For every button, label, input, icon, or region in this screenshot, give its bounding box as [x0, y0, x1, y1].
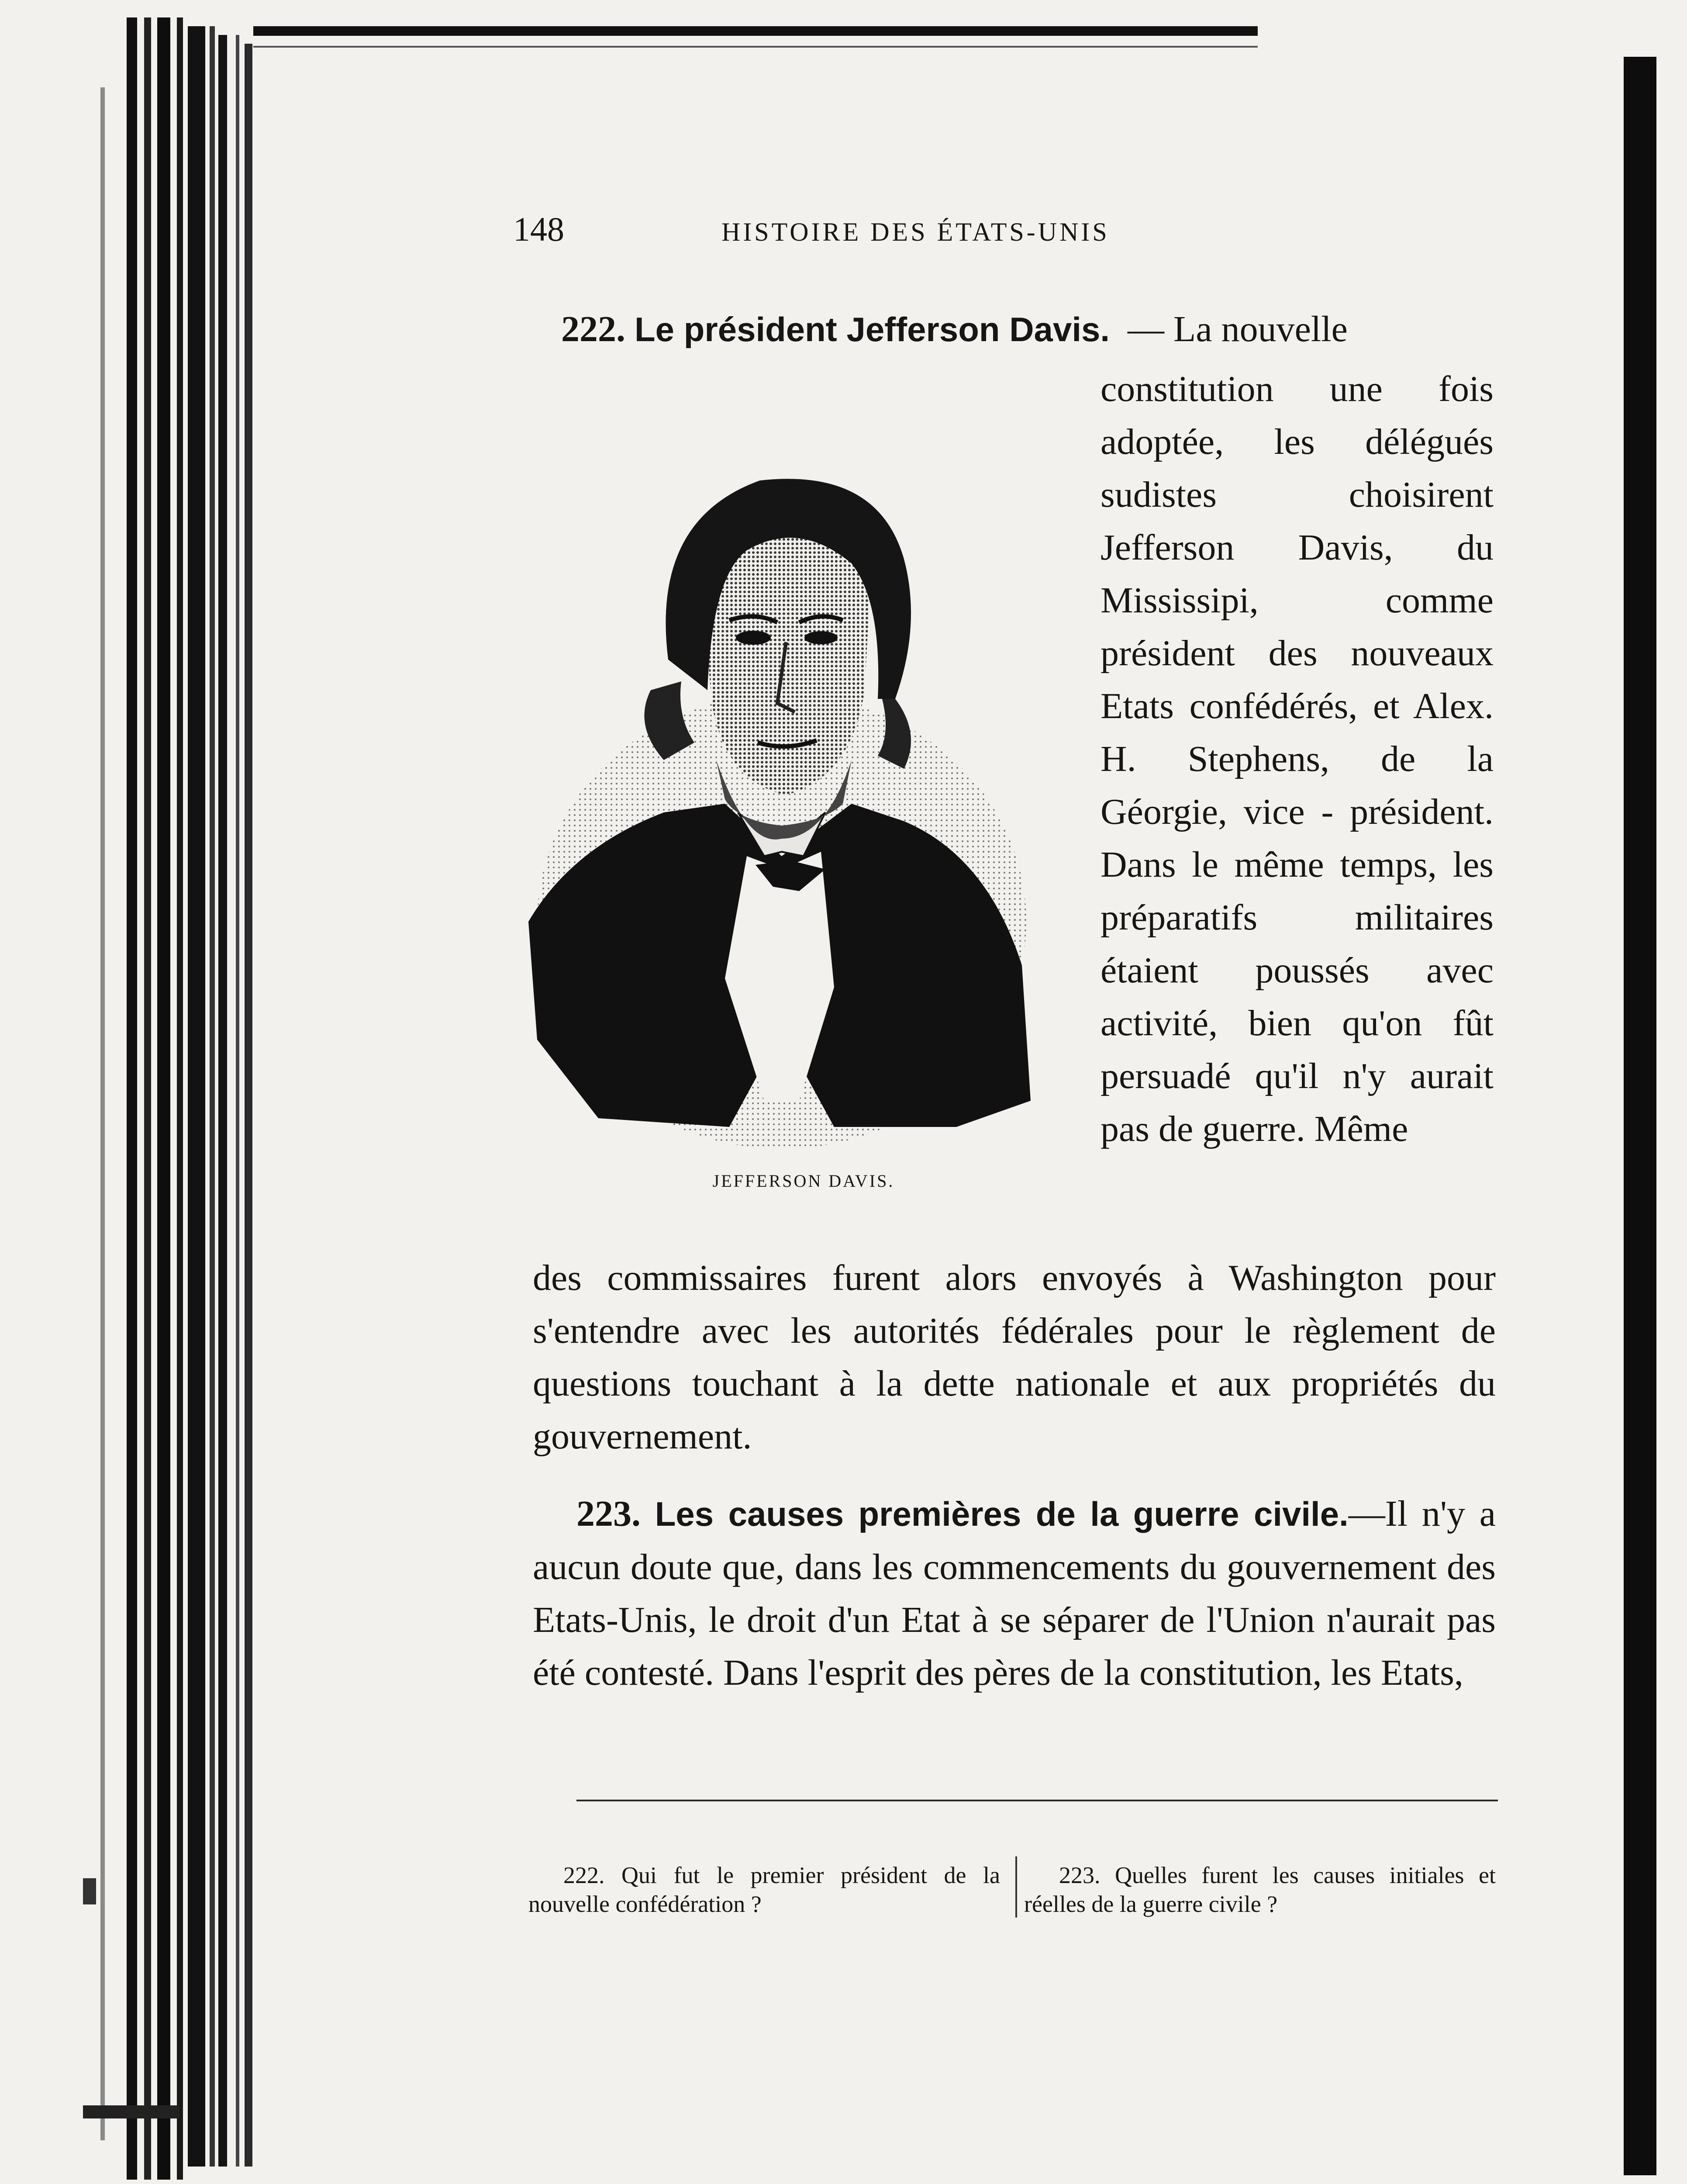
section-223-title: Les causes premières de la guerre civile. — [655, 1495, 1349, 1533]
section-222-heading — [561, 308, 1496, 365]
section-223-text: —Il n'y a aucun doute que, dans les commencements du gouvernement des Etats-Unis, le droit d'un Etat à se séparer de l'Union n'aurait pas été contesté. Dans l'esprit des pères de la constitution, les Etats, — [533, 1493, 1496, 1693]
page-number: 148 — [513, 210, 564, 248]
footnote-222: 222. Qui fut le premier président de la nouvelle confédération ? — [528, 1862, 1000, 1917]
running-head — [513, 210, 1238, 262]
portrait-caption: JEFFERSON DAVIS. — [712, 1171, 895, 1191]
scan-top-line — [253, 46, 1258, 48]
scan-right-bar — [1624, 57, 1656, 2175]
footnote-divider — [1015, 1856, 1017, 1918]
section-223-number: 223. — [576, 1493, 641, 1534]
section-222-full-text: des commissaires furent alors envoyés à Washington pour s'entendre avec les autorités fédérales pour le règlement de questions touchant à la dette nationale et aux propriétés du gouvernement. — [533, 1258, 1496, 1457]
section-222-number: 222. — [561, 309, 625, 349]
jefferson-davis-portrait — [520, 419, 1039, 1153]
section-222-title: Le président Jefferson Davis. — [635, 310, 1110, 349]
section-223-paragraph — [533, 1487, 1496, 1776]
scan-margin-artifact — [0, 0, 306, 2184]
running-title: HISTOIRE DES ÉTATS-UNIS — [721, 218, 1110, 246]
footnote-223: 223. Quelles furent les causes initiales et réelles de la guerre civile ? — [1024, 1862, 1496, 1917]
scan-top-artifact — [253, 26, 1258, 36]
section-222-lead: — La nouvelle — [1128, 309, 1348, 349]
footnote-rule — [576, 1800, 1498, 1801]
section-222-side-text: constitution une fois adoptée, les délégués sudistes choisirent Jefferson Davis, du Mississipi, comme président des nouveaux Etats confédérés, et Alex. H. Stephens, de la Géorgie, vice - président. Dans le même temps, les préparatifs militaires étaient poussés avec activité, bien qu'on fût persuadé qu'il n'y aurait pas de guerre. Même — [1101, 369, 1494, 1149]
